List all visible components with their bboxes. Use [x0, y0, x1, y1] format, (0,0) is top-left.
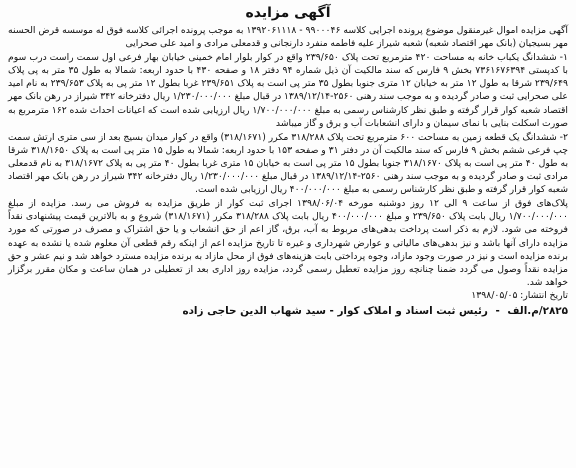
notice-conditions: پلاک‌های فوق از ساعت ۹ الی ۱۲ روز دوشنبه مورخه ۱۳۹۸/۰۶/۰۴ اجرای ثبت کوار از طریق مزایده به فروش می رسد. مزایده از مبلغ ۱/۷۰۰/۰۰۰/۰۰۰ ریال بابت پلاک ۲۳۹/۶۵۰ و مبلغ ۴۰۰/۰۰۰/۰۰۰ ریال بابت پلاک ۳۱۸/۲۸۸ مکرر (۳۱۸/۱۶۷۱) شروع و به بالاترین قیمت پیشنهادی نقداً فروخته می شود. لازم به ذکر است پرداخت بدهی‌های مربوط به آب، برق، گاز اعم از حق انشعاب و یا حق اشتراک و مصرف در صورتی که مورد مزایده دارای آنها باشد و نیز بدهی‌های مالیاتی و عوارض شهرداری و غیره تا تاریخ مزایده اعم از اینکه رقم قطعی آن معلوم شده یا نشده به عهده برنده مزایده است و نیز در صورت وجود مازاد، وجوه پرداختی بابت هزینه‌های فوق از محل مازاد به برنده مزایده مسترد خواهد شد و نیم عشر و حق مزایده نقداً وصول می گردد ضمنا چنانچه روز مزایده تعطیل رسمی گردد، مزایده روز اداری بعد از تعطیلی در همان ساعت و مکان مقرر برگزار خواهد شد.: [8, 198, 568, 288]
notice-intro: آگهی مزایده اموال غیرمنقول موضوع پرونده اجرایی کلاسه ۹۹۰۰۰۴۶ - ۱۳۹۲۰۶۱۱۱۸ به موجب پرونده اجرائی کلاسه فوق له موسسه قرض الحسنه مهر بسیجیان (بانک مهر اقتصاد شعبه) شعبه شیراز علیه فاطمه منفرد دارنجانی و قدمعلی مرادی و امید علی صحرایی: [8, 25, 568, 50]
notice-item-2: ۲- ششدانگ یک قطعه زمین به مساحت ۶۰۰ مترمربع تحت پلاک ۳۱۸/۲۸۸ مکرر (۳۱۸/۱۶۷۱) واقع در کوار میدان بسیج بعد از سی متری ارتش سمت چپ فرعی ششم بخش ۹ فارس که سند مالکیت آن در دفتر ۳۱ و صفحه ۱۵۳ با حدود اربعه: شمالا به طول ۱۵ متر پی است به پلاک ۳۱۸/۱۶۵۰ شرقا به طول ۴۰ متر پی است به پلاک ۳۱۸/۱۶۷۰ جنوبا بطول ۱۵ متر پی است به خیابان ۱۵ متری غربا بطول ۴۰ متر پی به پلاک ۳۱۸/۱۶۷۲ به نام قدمعلی مرادی ثبت و صادر گردیده و به موجب سند رهنی ۲۵۶۰-۱۳۸۹/۱۲/۱۴ در قبال مبلغ ۱/۲۳۰/۰۰۰/۰۰۰ ریال دفترخانه ۳۴۲ شیراز در رهن بانک مهر اقتصاد شعبه کوار قرار گرفته و طبق نظر کارشناس رسمی به مبلغ ۴۰۰/۰۰۰/۰۰۰ ریال ارزیابی شده است.: [8, 131, 569, 196]
footer-code: ۲۸۲۵/م.الف: [507, 304, 568, 317]
notice-item-1: ۱- ششدانگ یکباب خانه به مساحت ۴۲۰ مترمربع تحت پلاک ۲۳۹/۶۵۰ واقع در کوار بلوار امام خمینی خیابان بهار فرعی اول سمت راست درب سوم با کدپستی ۷۳۶۱۶۷۶۳۹۴ بخش ۹ فارس که سند مالکیت آن ذیل شماره ۹۴ دفتر ۱۸ و صفحه ۴۳۰ با حدود اربعه: شمالا به طول ۳۵ متر به پی پلاک ۲۳۹/۶۴۹ شرقا به طول ۱۲ متر به خیابان ۱۲ متری جنوبا بطول ۳۵ متر پی است به پلاک ۲۳۹/۶۵۱ غربا بطول ۱۲ متر پی به پلاک ۲۳۹/۶۵۳ به نام امید علی صحرایی ثبت و صادر گردیده و به موجب سند رهنی ۲۵۶۰-۱۳۸۹/۱۲/۱۴ در قبال مبلغ ۱/۲۳۰/۰۰۰/۰۰۰ ریال دفترخانه ۳۴۲ شیراز در رهن بانک مهر اقتصاد شعبه کوار قرار گرفته و طبق نظر کارشناس رسمی به مبلغ ۱/۷۰۰/۰۰۰/۰۰۰ ریال ارزیابی شده است که اعیانات احداث شده ۱۶۲ مترمربع به صورت اسکلت بنایی با نمای سیمان و دارای انشعابات آب و برق و گاز میباشد: [8, 52, 569, 129]
notice-title: آگهی مزایده: [245, 5, 331, 21]
publish-date: تاریخ انتشار: ۱۳۹۸/۰۵/۰۵: [471, 289, 568, 301]
footer-separator: -: [495, 304, 500, 317]
footer-signer: رئیس ثبت اسناد و املاک کوار - سید شهاب الدین حاجی زاده: [182, 304, 488, 317]
notice-footer: [8, 304, 568, 318]
